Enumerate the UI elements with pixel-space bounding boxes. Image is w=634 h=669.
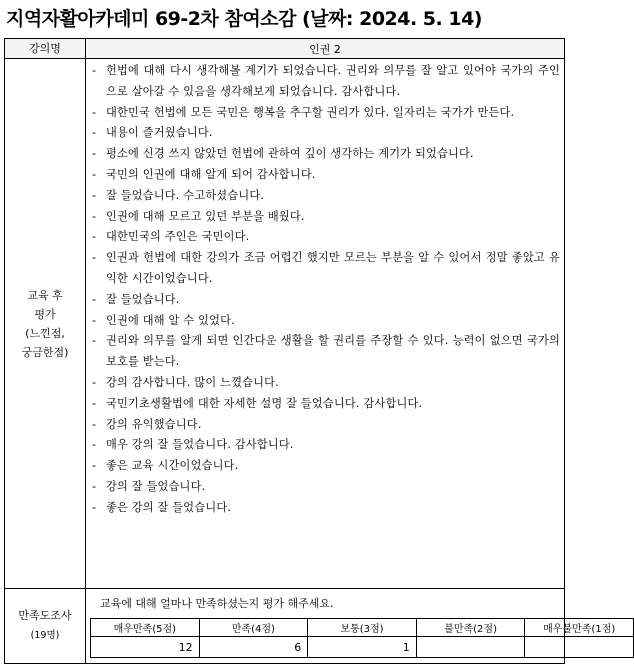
bullet-dash: - xyxy=(92,230,97,244)
feedback-item xyxy=(92,373,560,394)
evaluation-label xyxy=(5,59,86,589)
feedback-item xyxy=(92,394,560,415)
feedback-text: 인권에 대해 알 수 있었다. xyxy=(106,313,235,327)
lecture-name: 인권 2 xyxy=(86,39,565,59)
header-row xyxy=(5,39,565,59)
feedback-item xyxy=(92,331,560,373)
feedback-item xyxy=(92,123,560,144)
feedback-text: 잘 들었습니다. 수고하셨습니다. xyxy=(106,188,265,202)
bullet-dash: - xyxy=(92,292,97,306)
satisfaction-label: 만족도조사 xyxy=(18,609,72,622)
feedback-form-table xyxy=(4,38,616,664)
feedback-text: 인권에 대해 모르고 있던 부분을 배웠다. xyxy=(106,209,305,223)
bullet-dash: - xyxy=(92,313,97,327)
bullet-dash: - xyxy=(92,459,97,473)
bullet-dash: - xyxy=(92,251,97,265)
lecture-label: 강의명 xyxy=(5,39,86,59)
satisfaction-table xyxy=(90,618,634,658)
feedback-item xyxy=(92,498,560,519)
satisfaction-label-cell xyxy=(5,589,86,664)
document-title: 지역자활아카데미 69-2차 참여소감 (날짜: 2024. 5. 14) xyxy=(6,8,482,30)
bullet-dash: - xyxy=(92,147,97,161)
satisfaction-count: 12 xyxy=(91,637,200,658)
satisfaction-column-header: 불만족(2점) xyxy=(416,619,525,637)
feedback-item xyxy=(92,144,560,165)
satisfaction-column-header: 매우불만족(1점) xyxy=(525,619,634,637)
bullet-dash: - xyxy=(92,105,97,119)
feedback-item xyxy=(92,477,560,498)
feedback-text: 대한민국의 주인은 국민이다. xyxy=(106,230,250,244)
bullet-dash: - xyxy=(92,396,97,410)
satisfaction-count-row xyxy=(91,637,634,658)
feedback-text: 국민기초생활법에 대한 자세한 설명 잘 들었습니다. 감사합니다. xyxy=(106,396,423,410)
feedback-item xyxy=(92,227,560,248)
feedback-item xyxy=(92,415,560,436)
bullet-dash: - xyxy=(92,64,97,77)
evaluation-label-line: 평가 xyxy=(34,307,56,321)
bullet-dash: - xyxy=(92,209,97,223)
feedback-text: 좋은 교육 시간이었습니다. xyxy=(106,459,239,473)
feedback-item xyxy=(92,456,560,477)
feedback-item xyxy=(92,186,560,207)
feedback-text: 매우 강의 잘 들었습니다. 감사합니다. xyxy=(106,438,294,452)
feedback-text: 국민의 인권에 대해 알게 되어 감사합니다. xyxy=(106,167,316,181)
bullet-dash: - xyxy=(92,188,97,202)
bullet-dash: - xyxy=(92,375,97,389)
feedback-list-cell xyxy=(86,59,565,589)
feedback-text: 평소에 신경 쓰지 않았던 헌법에 관하여 깊이 생각하는 계기가 되었습니다. xyxy=(106,147,474,161)
satisfaction-column-header: 보통(3점) xyxy=(308,619,417,637)
feedback-item xyxy=(92,311,560,332)
feedback-text: 헌법에 대해 다시 생각해볼 계기가 되었습니다. 권리와 의무를 잘 알고 있어야 국가의 주인으로 살아갈 수 있음을 생각해보게 되었습니다. 감사합니다. xyxy=(106,64,560,98)
evaluation-label-line: 궁금한점) xyxy=(21,345,69,359)
feedback-item xyxy=(92,248,560,290)
bullet-dash: - xyxy=(92,417,97,431)
feedback-text: 강의 유익했습니다. xyxy=(106,417,202,431)
feedback-item xyxy=(92,207,560,228)
respondent-count: (19명) xyxy=(30,630,60,641)
satisfaction-column-header: 만족(4점) xyxy=(199,619,308,637)
feedback-text: 좋은 강의 잘 들었습니다. xyxy=(106,500,232,514)
satisfaction-content xyxy=(86,589,616,664)
feedback-text: 강의 감사합니다. 많이 느꼈습니다. xyxy=(106,375,279,389)
evaluation-row xyxy=(5,59,565,589)
feedback-item xyxy=(92,290,560,311)
evaluation-label-line: (느낀점, xyxy=(25,326,65,340)
feedback-text: 강의 잘 들었습니다. xyxy=(106,479,206,493)
feedback-text: 인권과 헌법에 대한 강의가 조금 어렵긴 했지만 모르는 부분을 알 수 있어서 정말 좋았고 유익한 시간이었습니다. xyxy=(106,251,560,285)
feedback-text: 내용이 즐거웠습니다. xyxy=(106,126,213,140)
satisfaction-count xyxy=(416,637,525,658)
satisfaction-question: 교육에 대해 얼마나 만족하셨는지 평가 해주세요. xyxy=(100,597,334,610)
bullet-dash: - xyxy=(92,334,97,348)
feedback-text: 권리와 의무를 알게 되면 인간다운 생활을 할 권리를 주장할 수 있다. 능력이 없으면 국가의 보호를 받는다. xyxy=(106,334,560,369)
feedback-list xyxy=(86,61,564,519)
satisfaction-row xyxy=(5,589,565,664)
satisfaction-count: 6 xyxy=(199,637,308,658)
bullet-dash: - xyxy=(92,500,97,514)
evaluation-label-line: 교육 후 xyxy=(27,288,63,302)
satisfaction-column-header: 매우만족(5점) xyxy=(91,619,200,637)
feedback-text: 잘 들었습니다. xyxy=(106,292,180,306)
satisfaction-count xyxy=(525,637,634,658)
feedback-item xyxy=(92,61,560,103)
bullet-dash: - xyxy=(92,438,97,452)
bullet-dash: - xyxy=(92,479,97,493)
feedback-text: 대한민국 헌법에 모든 국민은 행복을 추구할 권리가 있다. 일자리는 국가가 만든다. xyxy=(106,105,515,119)
bullet-dash: - xyxy=(92,167,97,181)
bullet-dash: - xyxy=(92,126,97,140)
feedback-item xyxy=(92,103,560,124)
satisfaction-header-row xyxy=(91,619,634,637)
feedback-item xyxy=(92,435,560,456)
feedback-item xyxy=(92,165,560,186)
satisfaction-count: 1 xyxy=(308,637,417,658)
